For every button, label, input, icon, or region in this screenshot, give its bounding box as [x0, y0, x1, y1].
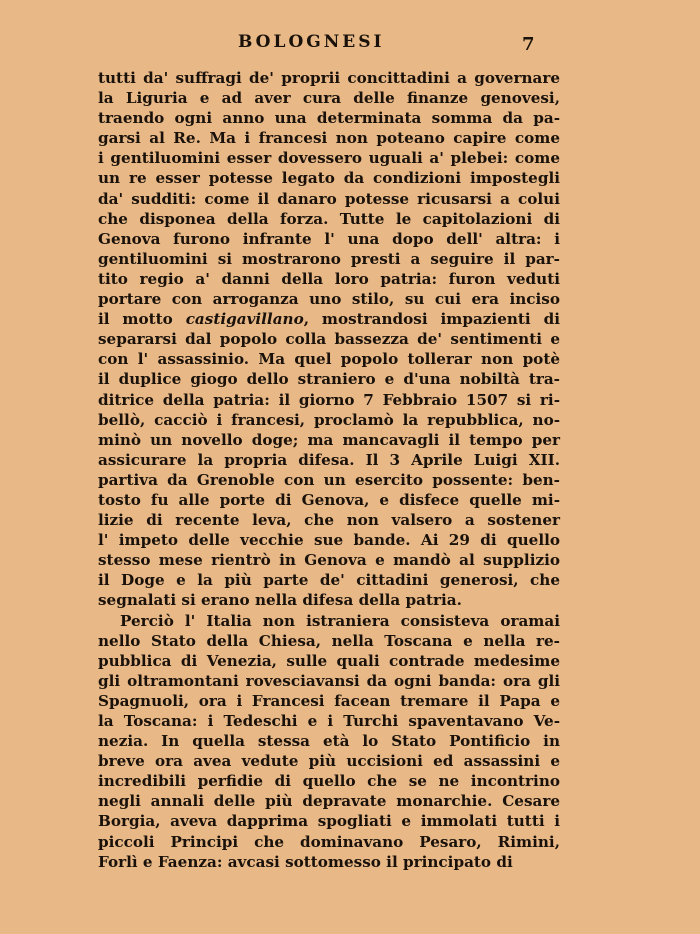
text-line: portare con arroganza uno stilo, su cui era inciso — [98, 290, 560, 309]
text-line: traendo ogni anno una determinata somma da pa- — [98, 109, 560, 128]
paragraph — [98, 68, 560, 611]
text-line: da' sudditi: come il danaro potesse ricusarsi a colui — [98, 189, 560, 208]
text-line: il duplice giogo dello straniero e d'una nobiltà tra- — [98, 370, 560, 389]
paragraph — [98, 611, 560, 872]
text-line: partiva da Grenoble con un esercito possente: ben- — [98, 470, 560, 489]
text-line: lizie di recente leva, che non valsero a sostener — [98, 511, 560, 530]
text-line: separarsi dal popolo colla bassezza de' sentimenti e — [98, 330, 560, 349]
text-line: Spagnuoli, ora i Francesi facean tremare il Papa e — [98, 691, 560, 710]
text-line: ditrice della patria: il giorno 7 Febbraio 1507 si ri- — [98, 390, 560, 409]
text-line: con l' assassinio. Ma quel popolo tollerar non potè — [98, 350, 560, 369]
text-line: Forlì e Faenza: avcasi sottomesso il principato di — [98, 852, 513, 871]
text-line: stesso mese rientrò in Genova e mandò al supplizio — [98, 551, 560, 570]
text-line: gentiluomini si mostrarono presti a seguire il par- — [98, 249, 560, 268]
text-line: la Toscana: i Tedeschi e i Turchi spaventavano Ve- — [98, 712, 560, 730]
text-line: breve ora avea vedute più uccisioni ed assassini e — [98, 752, 560, 771]
text-line: garsi al Re. Ma i francesi non poteano capire come — [98, 129, 560, 148]
text-line: la Liguria e ad aver cura delle finanze genovesi, — [98, 89, 560, 108]
text-line: Genova furono infrante l' una dopo dell' altra: i — [98, 229, 560, 248]
page-number: 7 — [522, 34, 535, 55]
text-line: nello Stato della Chiesa, nella Toscana e nella re- — [98, 631, 560, 650]
italic-term: castigavillano — [185, 310, 304, 329]
text-line: incredibili perfidie di quello che se ne incontrino — [98, 772, 560, 791]
text-line: l' impeto delle vecchie sue bande. Ai 29 di quello — [98, 531, 560, 550]
text-line: assicurare la propria difesa. Il 3 Aprile Luigi XII. — [98, 450, 560, 469]
text-line: tito regio a' danni della loro patria: furon veduti — [98, 269, 560, 288]
text-line: il Doge e la più parte de' cittadini generosi, che — [98, 571, 560, 590]
text-line: minò un novello doge; ma mancavagli il tempo per — [98, 430, 560, 449]
text-line: un re esser potesse legato da condizioni impostegli — [98, 169, 560, 188]
text-line: che disponea della forza. Tutte le capitolazioni di — [98, 209, 560, 228]
body-text — [98, 68, 560, 872]
text-line: pubblica di Venezia, sulle quali contrade medesime — [98, 651, 560, 670]
page-header — [0, 32, 700, 56]
text-line: piccoli Principi che dominavano Pesaro, Rimini, — [98, 832, 560, 851]
text-line: bellò, cacciò i francesi, proclamò la repubblica, no- — [98, 410, 560, 429]
text-line: il motto castigavillano, mostrandosi impazienti di — [98, 310, 560, 329]
text-line: negli annali delle più depravate monarchie. Cesare — [98, 792, 560, 811]
text-line: tosto fu alle porte di Genova, e disfece quelle mi- — [98, 490, 560, 509]
text-line: segnalati si erano nella difesa della patria. — [98, 591, 462, 610]
text-line: nezia. In quella stessa età lo Stato Pontificio in — [98, 732, 560, 751]
text-line: i gentiluomini esser dovessero uguali a' plebei: come — [98, 149, 560, 168]
text-line: gli oltramontani rovesciavansi da ogni banda: ora gli — [98, 671, 560, 690]
running-head: BOLOGNESI — [238, 32, 385, 52]
text-line: Perciò l' Italia non istraniera consisteva oramai — [120, 611, 560, 630]
text-line: tutti da' suffragi de' proprii concittadini a governare — [98, 69, 560, 87]
text-line: Borgia, aveva dapprima spogliati e immolati tutti i — [98, 812, 560, 831]
